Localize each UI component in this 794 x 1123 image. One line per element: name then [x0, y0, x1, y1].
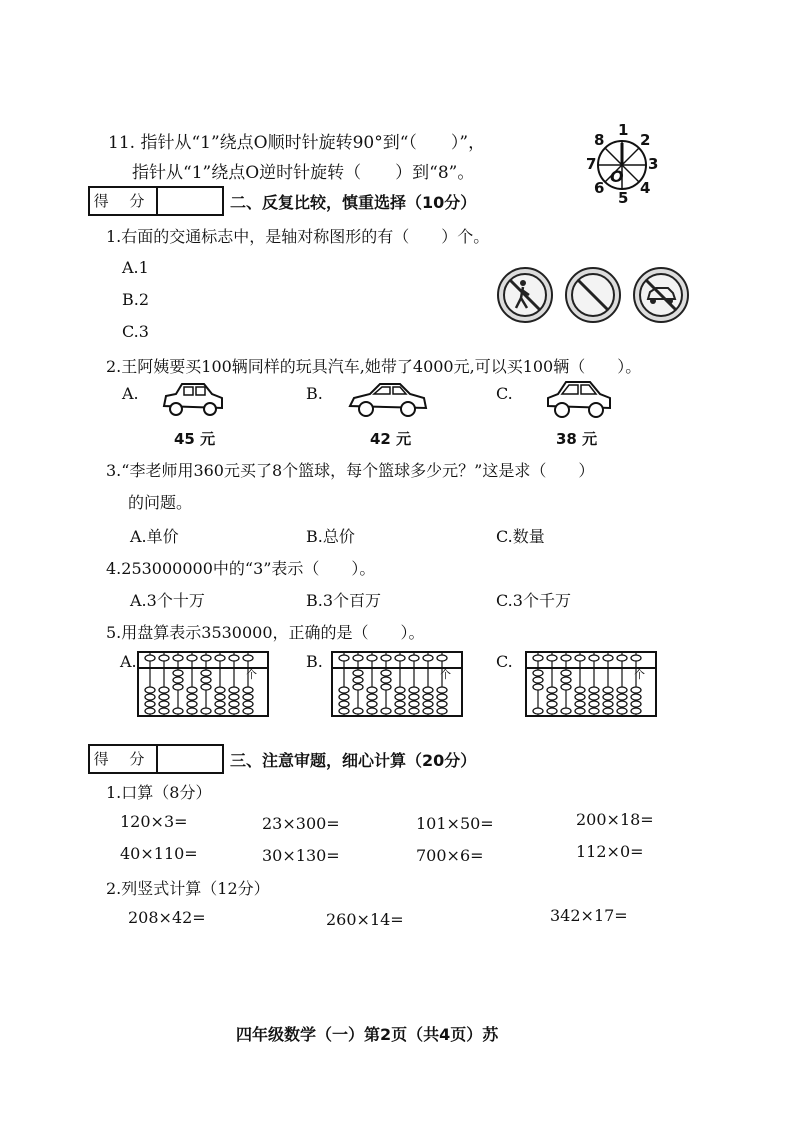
- q4-option-a[interactable]: A.3个十万: [130, 591, 205, 610]
- score-label: 得 分: [90, 746, 158, 772]
- q4-option-c[interactable]: C.3个千万: [496, 591, 571, 610]
- q1-option-c[interactable]: C.3: [122, 322, 149, 341]
- dial-number-4: 4: [640, 179, 651, 197]
- score-blank[interactable]: [158, 746, 222, 772]
- dial-center-label: O: [610, 167, 624, 186]
- dial-number-6: 6: [594, 179, 605, 197]
- q3-option-b[interactable]: B.总价: [306, 527, 355, 546]
- q2-stem: 2.王阿姨要买100辆同样的玩具汽车,她带了4000元,可以买100辆（ ）。: [106, 357, 642, 376]
- vertical-calc-item: 342×17=: [550, 906, 628, 925]
- q1-option-a[interactable]: A.1: [122, 258, 149, 277]
- q11-line1: 11. 指针从“1”绕点O顺时针旋转90°到“（ ）”，: [108, 133, 486, 153]
- abacus-a-icon: [136, 650, 270, 718]
- q3-stem: 3.“李老师用360元买了8个篮球，每个篮球多少元？”这是求（ ）: [106, 461, 595, 480]
- dial-number-3: 3: [648, 155, 659, 173]
- q5-option-a[interactable]: A.: [120, 652, 137, 671]
- oral-calc-heading: 1.口算（8分）: [106, 783, 212, 802]
- q2-option-a[interactable]: A.: [122, 384, 139, 403]
- q4-stem: 4.253000000中的“3”表示（ ）。: [106, 559, 376, 578]
- abacus-c-icon: [524, 650, 658, 718]
- dial-number-1: 1: [618, 121, 629, 139]
- score-label: 得 分: [90, 188, 158, 214]
- oral-calc-item: 30×130=: [262, 846, 340, 865]
- q3-option-c[interactable]: C.数量: [496, 527, 545, 546]
- dial-number-7: 7: [586, 155, 597, 173]
- price-a: 45 元: [174, 430, 216, 448]
- oral-calc-item: 112×0=: [576, 842, 644, 861]
- rotation-dial: [582, 121, 662, 207]
- q3-stem-cont: 的问题。: [128, 493, 193, 512]
- price-c: 38 元: [556, 430, 598, 448]
- abacus-b-ones-marker: 个: [440, 668, 451, 681]
- no-car-sign-icon: [632, 266, 690, 324]
- dial-number-2: 2: [640, 131, 651, 149]
- q2-option-c[interactable]: C.: [496, 384, 513, 403]
- oral-calc-item: 40×110=: [120, 844, 198, 863]
- abacus-b-icon: [330, 650, 464, 718]
- q3-option-a[interactable]: A.单价: [130, 527, 179, 546]
- score-box-section2: [88, 186, 224, 216]
- vertical-calc-heading: 2.列竖式计算（12分）: [106, 879, 270, 898]
- q2-option-b[interactable]: B.: [306, 384, 323, 403]
- score-blank[interactable]: [158, 188, 222, 214]
- abacus-a-ones-marker: 个: [246, 668, 257, 681]
- dial-number-8: 8: [594, 131, 605, 149]
- oral-calc-item: 23×300=: [262, 814, 340, 833]
- q5-option-b[interactable]: B.: [306, 652, 323, 671]
- abacus-c-ones-marker: 个: [634, 668, 645, 681]
- no-pedestrian-sign-icon: [496, 266, 554, 324]
- toy-car-b-icon: [348, 378, 428, 420]
- vertical-calc-item: 260×14=: [326, 910, 404, 929]
- q5-stem: 5.用盘算表示3530000，正确的是（ ）。: [106, 623, 425, 642]
- oral-calc-item: 200×18=: [576, 810, 654, 829]
- toy-car-a-icon: [160, 378, 226, 420]
- section2-title: 二、反复比较，慎重选择（10分）: [230, 193, 477, 212]
- dial-number-5: 5: [618, 189, 629, 207]
- section3-title: 三、注意审题，细心计算（20分）: [230, 751, 477, 770]
- vertical-calc-item: 208×42=: [128, 908, 206, 927]
- q1-stem: 1.右面的交通标志中，是轴对称图形的有（ ）个。: [106, 227, 490, 246]
- q11-line2: 指针从“1”绕点O逆时针旋转（ ）到“8”。: [132, 163, 475, 183]
- page-footer: 四年级数学（一）第2页（共4页）苏: [236, 1025, 499, 1044]
- q1-option-b[interactable]: B.2: [122, 290, 150, 309]
- oral-calc-item: 101×50=: [416, 814, 494, 833]
- q5-option-c[interactable]: C.: [496, 652, 513, 671]
- no-entry-sign-icon: [564, 266, 622, 324]
- score-box-section3: [88, 744, 224, 774]
- oral-calc-item: 700×6=: [416, 846, 484, 865]
- price-b: 42 元: [370, 430, 412, 448]
- q4-option-b[interactable]: B.3个百万: [306, 591, 382, 610]
- oral-calc-item: 120×3=: [120, 812, 188, 831]
- toy-car-c-icon: [544, 376, 614, 420]
